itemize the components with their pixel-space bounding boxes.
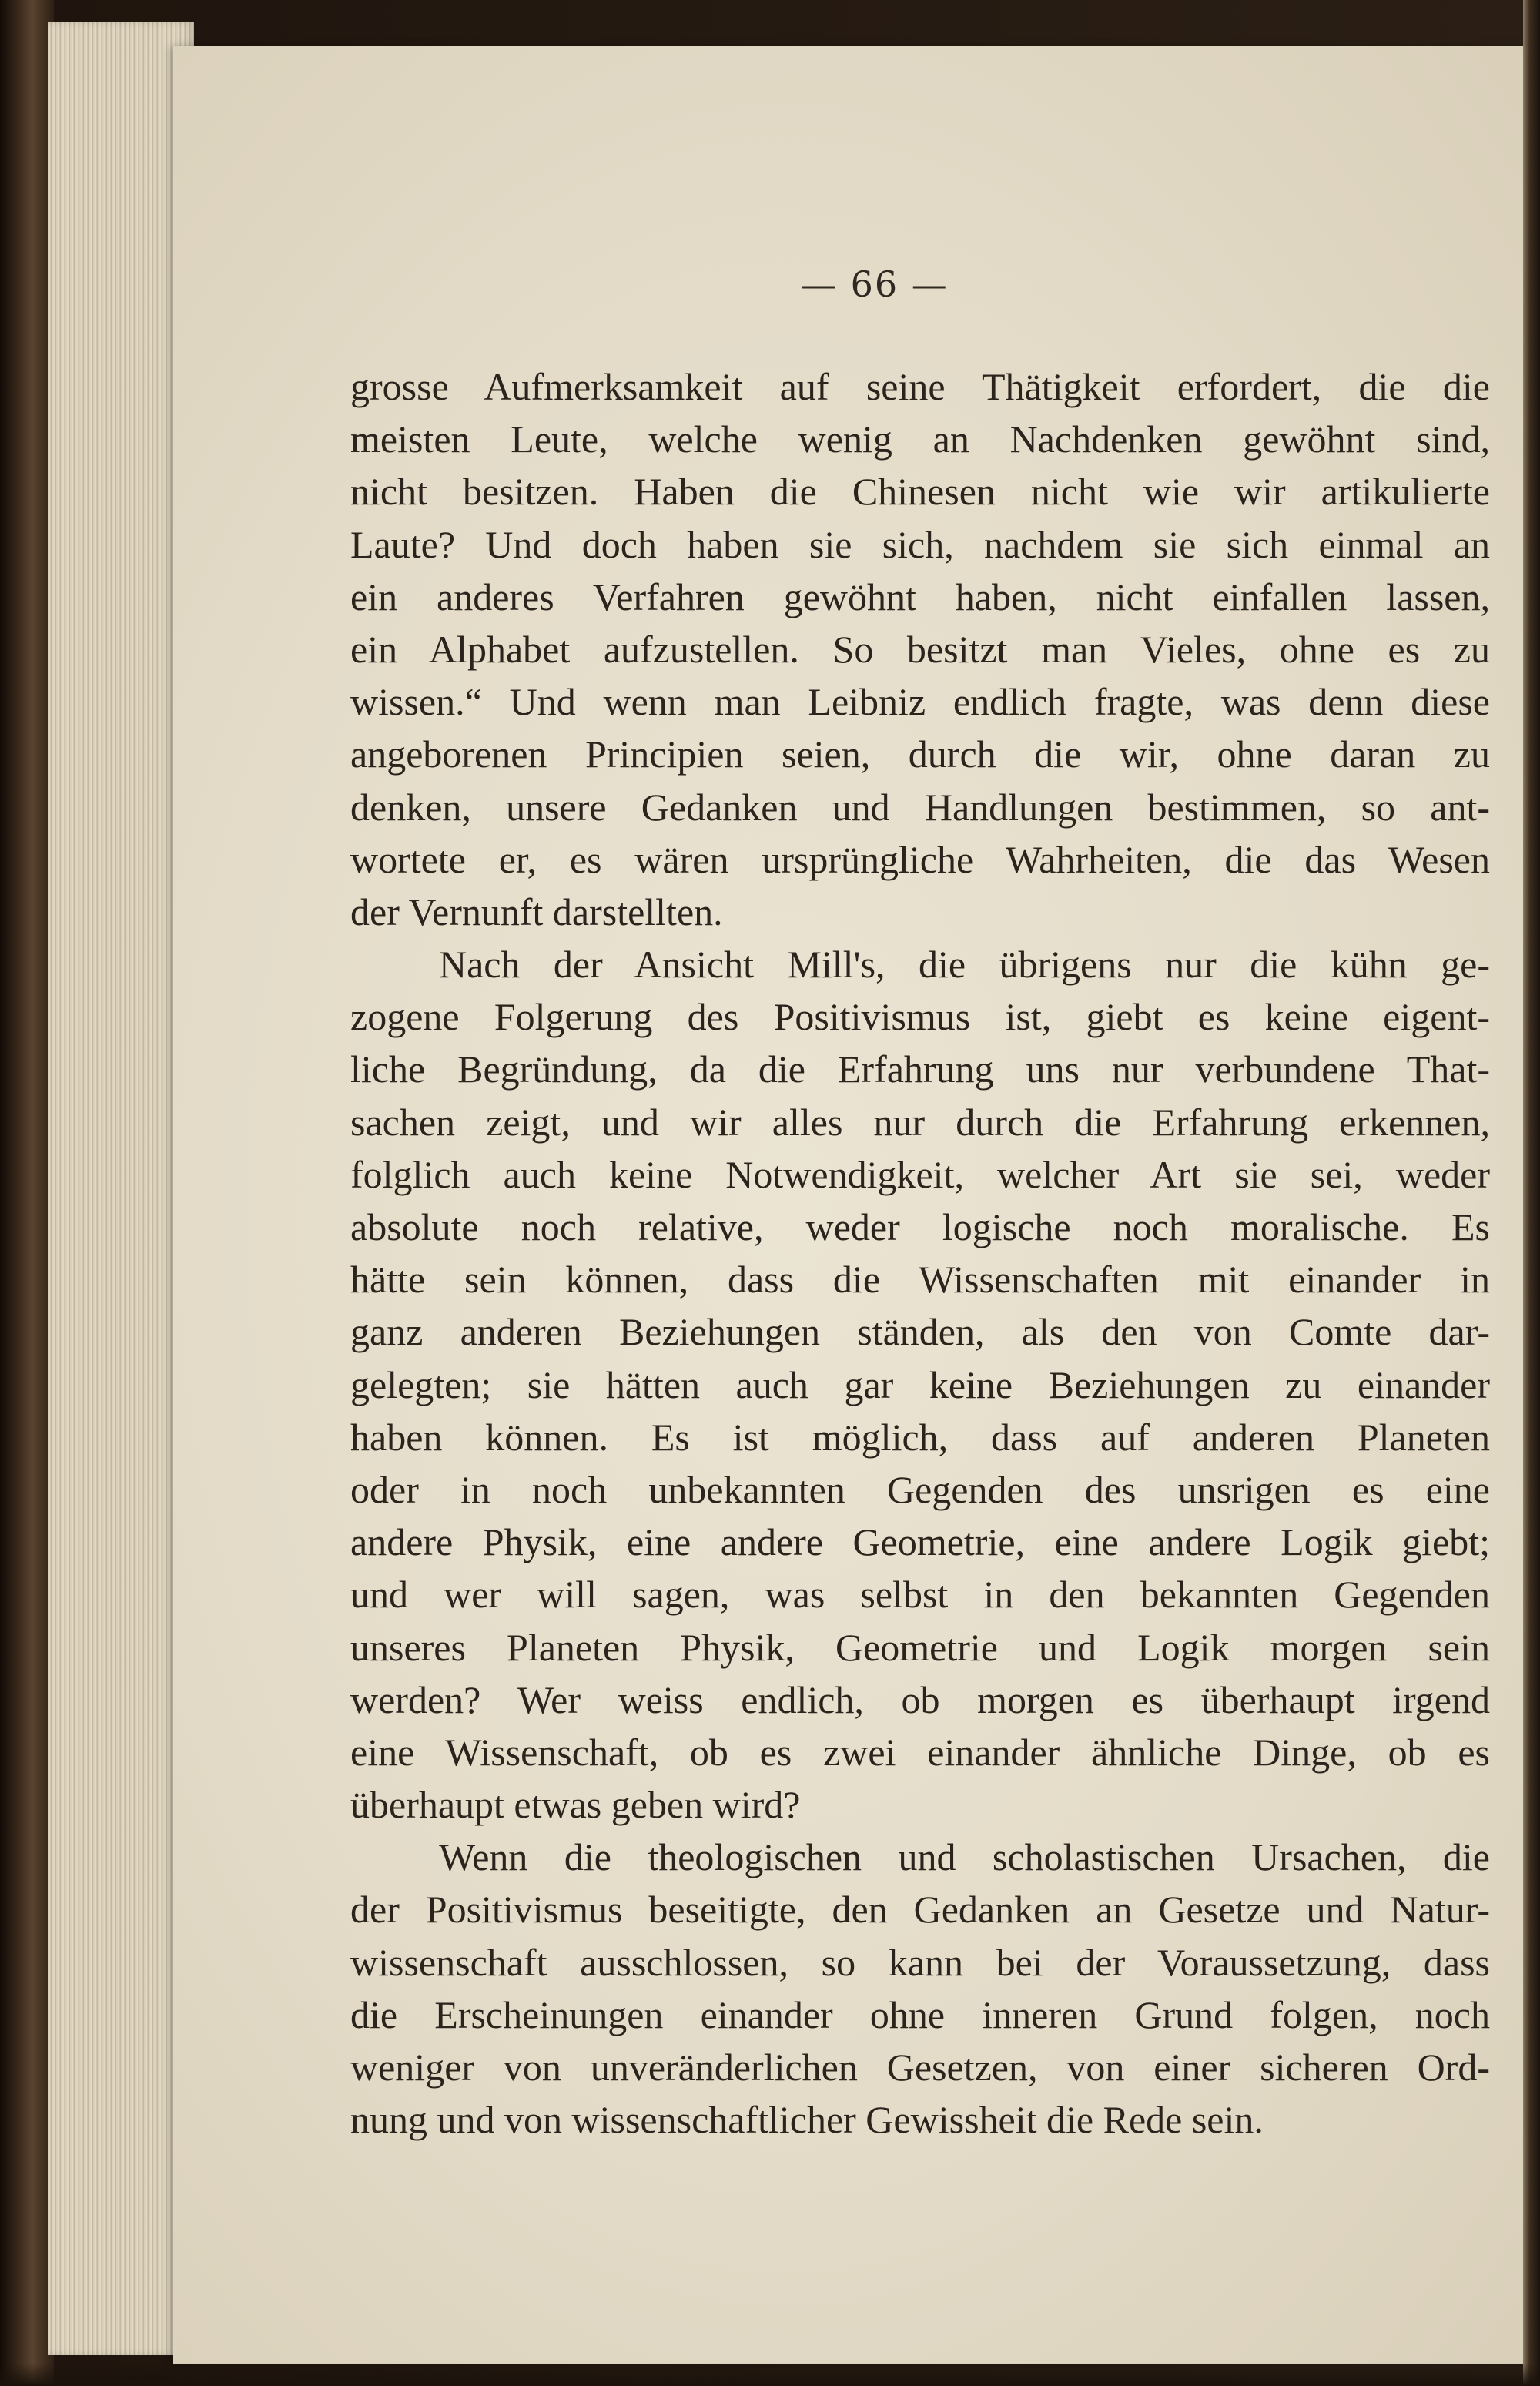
- text-line: eine Wissenschaft, ob es zwei einander ähnliche Dinge, ob es: [350, 1730, 1490, 1774]
- text-line: wissenschaft ausschlossen, so kann bei der Voraussetzung, dass: [350, 1940, 1490, 1984]
- text-line: andere Physik, eine andere Geometrie, eine andere Logik giebt;: [350, 1520, 1490, 1564]
- text-line: nicht besitzen. Haben die Chinesen nicht wie wir artikulierte: [350, 470, 1490, 514]
- text-line: zogene Folgerung des Positivismus ist, giebt es keine eigent-: [350, 995, 1490, 1039]
- body-text: [350, 360, 1490, 2146]
- text-line: Wenn die theologischen und scholastischen Ursachen, die: [439, 1835, 1490, 1879]
- book-binding-edge: [1523, 0, 1540, 2386]
- text-line: der Vernunft darstellten.: [350, 890, 723, 933]
- text-line: ein Alphabet aufzustellen. So besitzt man Vieles, ohne es zu: [350, 627, 1490, 671]
- text-line: haben können. Es ist möglich, dass auf anderen Planeten: [350, 1415, 1490, 1459]
- text-line: meisten Leute, welche wenig an Nachdenken gewöhnt sind,: [350, 417, 1490, 461]
- text-line: der Positivismus beseitigte, den Gedanken an Gesetze und Natur-: [350, 1888, 1490, 1932]
- text-line: ein anderes Verfahren gewöhnt haben, nicht einfallen lassen,: [350, 575, 1490, 618]
- text-line: grosse Aufmerksamkeit auf seine Thätigkeit erfordert, die die: [350, 365, 1490, 408]
- bottom-shadow: [0, 2363, 1540, 2386]
- page-number: — 66 —: [801, 263, 949, 305]
- text-line: liche Begründung, da die Erfahrung uns nur verbundene That-: [350, 1047, 1490, 1091]
- text-line: denken, unsere Gedanken und Handlungen bestimmen, so ant-: [350, 785, 1490, 829]
- text-line: die Erscheinungen einander ohne inneren Grund folgen, noch: [350, 1992, 1490, 2036]
- text-line: überhaupt etwas geben wird?: [350, 1783, 801, 1827]
- text-line: ganz anderen Beziehungen ständen, als den von Comte dar-: [350, 1310, 1490, 1354]
- book-cover-edge: [0, 0, 54, 2386]
- text-line: wissen.“ Und wenn man Leibniz endlich fragte, was denn diese: [350, 680, 1490, 724]
- page-block-edges: [48, 22, 194, 2355]
- text-line: oder in noch unbekannten Gegenden des unsrigen es eine: [350, 1467, 1490, 1511]
- text-line: und wer will sagen, was selbst in den bekannten Gegenden: [350, 1573, 1490, 1617]
- text-line: weniger von unveränderlichen Gesetzen, von einer sicheren Ord-: [350, 2046, 1490, 2089]
- text-line: unseres Planeten Physik, Geometrie und Logik morgen sein: [350, 1625, 1490, 1669]
- text-line: nung und von wissenschaftlicher Gewissheit die Rede sein.: [350, 2098, 1264, 2142]
- text-line: angeborenen Principien seien, durch die wir, ohne daran zu: [350, 732, 1490, 776]
- text-line: Laute? Und doch haben sie sich, nachdem sie sich einmal an: [350, 522, 1490, 566]
- paragraph: [350, 1831, 1490, 2146]
- text-line: wortete er, es wären ursprüngliche Wahrheiten, die das Wesen: [350, 837, 1490, 881]
- text-line: Nach der Ansicht Mill's, die übrigens nur die kühn ge-: [439, 943, 1490, 987]
- paragraph: [350, 938, 1490, 1831]
- text-line: gelegten; sie hätten auch gar keine Beziehungen zu einander: [350, 1362, 1490, 1406]
- text-line: folglich auch keine Notwendigkeit, welcher Art sie sei, weder: [350, 1152, 1490, 1196]
- text-line: sachen zeigt, und wir alles nur durch die Erfahrung erkennen,: [350, 1100, 1490, 1144]
- paragraph: [350, 360, 1490, 938]
- text-line: absolute noch relative, weder logische noch moralische. Es: [350, 1205, 1490, 1248]
- text-line: werden? Wer weiss endlich, ob morgen es überhaupt irgend: [350, 1677, 1490, 1721]
- text-line: hätte sein können, dass die Wissenschaften mit einander in: [350, 1258, 1490, 1302]
